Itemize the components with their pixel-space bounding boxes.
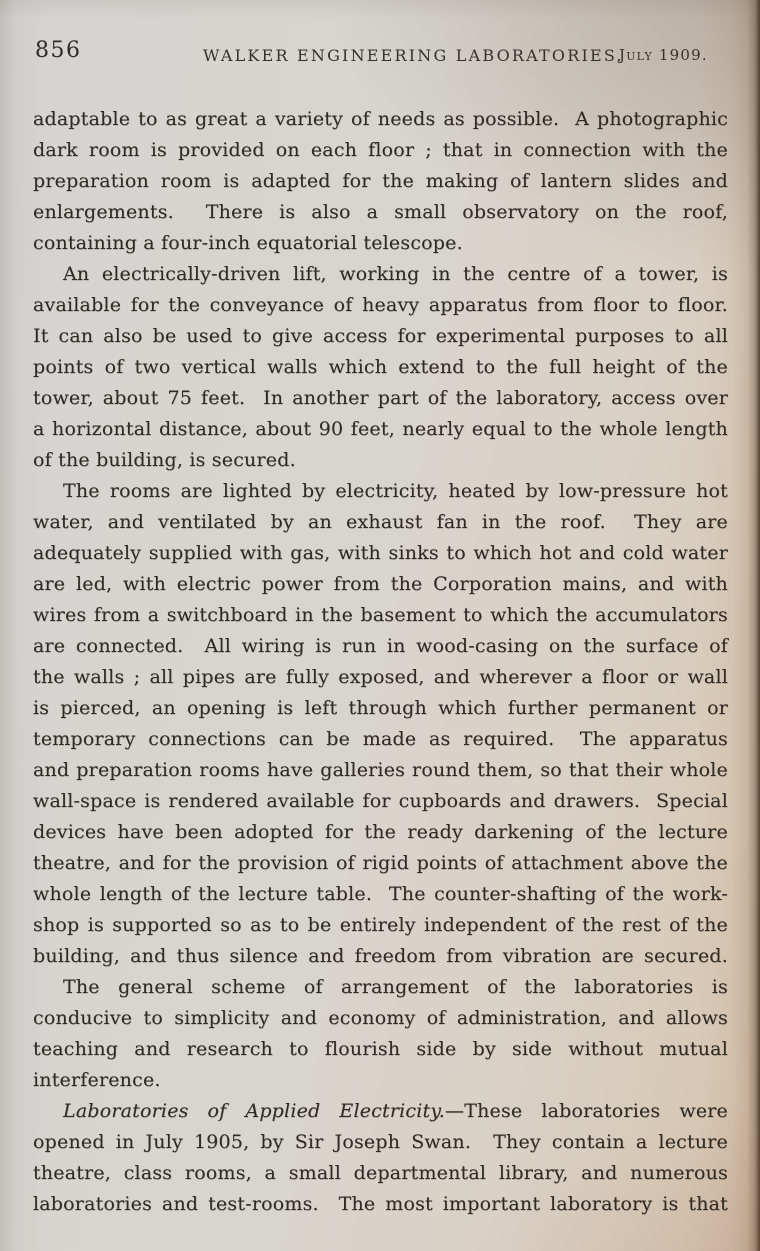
text-line: teaching and research to flourish side by side without mutual <box>33 1038 728 1060</box>
text-line: devices have been adopted for the ready darkening of the lecture <box>33 821 728 843</box>
text-line: whole length of the lecture table. The counter-shafting of the work- <box>33 883 728 905</box>
text-line: adaptable to as great a variety of needs as possible. A photographic <box>33 108 728 130</box>
text-line: of the building, is secured. <box>33 449 296 471</box>
text-line: opened in July 1905, by Sir Joseph Swan. They contain a lecture <box>33 1131 728 1153</box>
text-line: a horizontal distance, about 90 feet, nearly equal to the whole length <box>33 418 728 440</box>
text-line: conducive to simplicity and economy of administration, and allows <box>33 1007 728 1029</box>
text-line: wall-space is rendered available for cupboards and drawers. Special <box>33 790 728 812</box>
italic-section-lead: Laboratories of Applied Electricity. <box>63 1100 446 1122</box>
text-line: are connected. All wiring is run in wood-casing on the surface of <box>33 635 728 657</box>
text-line <box>33 1096 728 1127</box>
text-line: theatre, class rooms, a small departmental library, and numerous <box>33 1162 728 1184</box>
text-line: enlargements. There is also a small observatory on the roof, <box>33 201 728 223</box>
running-header-title: WALKER ENGINEERING LABORATORIES. <box>203 46 624 65</box>
page-number: 856 <box>35 38 82 63</box>
running-header-date: July 1909. <box>619 46 708 64</box>
text-line: theatre, and for the provision of rigid points of attachment above the <box>33 852 728 874</box>
text-line: points of two vertical walls which extend to the full height of the <box>33 356 728 378</box>
text-line: adequately supplied with gas, with sinks to which hot and cold water <box>33 542 728 564</box>
text-line: The rooms are lighted by electricity, heated by low-pressure hot <box>63 480 728 502</box>
text-line: preparation room is adapted for the making of lantern slides and <box>33 170 728 192</box>
text-line: An electrically-driven lift, working in the centre of a tower, is <box>63 263 728 285</box>
text-line: and preparation rooms have galleries round them, so that their whole <box>33 759 728 781</box>
text-line: are led, with electric power from the Corporation mains, and with <box>33 573 728 595</box>
text-line: is pierced, an opening is left through which further permanent or <box>33 697 728 719</box>
text-line: dark room is provided on each floor ; that in connection with the <box>33 139 728 161</box>
text-line: temporary connections can be made as required. The apparatus <box>33 728 728 750</box>
text-line: laboratories and test-rooms. The most important laboratory is that <box>33 1193 728 1215</box>
text-line: shop is supported so as to be entirely independent of the rest of the <box>33 914 728 936</box>
text-line: water, and ventilated by an exhaust fan in the roof. They are <box>33 511 728 533</box>
text-line-rest: —These laboratories were <box>445 1100 728 1122</box>
body-text <box>33 104 728 1220</box>
text-line: It can also be used to give access for experimental purposes to all <box>33 325 728 347</box>
text-line: tower, about 75 feet. In another part of the laboratory, access over <box>33 387 728 409</box>
text-line: wires from a switchboard in the basement to which the accumulators <box>33 604 728 626</box>
text-line: the walls ; all pipes are fully exposed, and wherever a floor or wall <box>33 666 728 688</box>
text-line: containing a four-inch equatorial telescope. <box>33 232 463 254</box>
text-line: The general scheme of arrangement of the laboratories is <box>63 976 728 998</box>
text-line: interference. <box>33 1069 161 1091</box>
text-line: available for the conveyance of heavy apparatus from floor to floor. <box>33 294 728 316</box>
text-line: building, and thus silence and freedom from vibration are secured. <box>33 945 728 967</box>
